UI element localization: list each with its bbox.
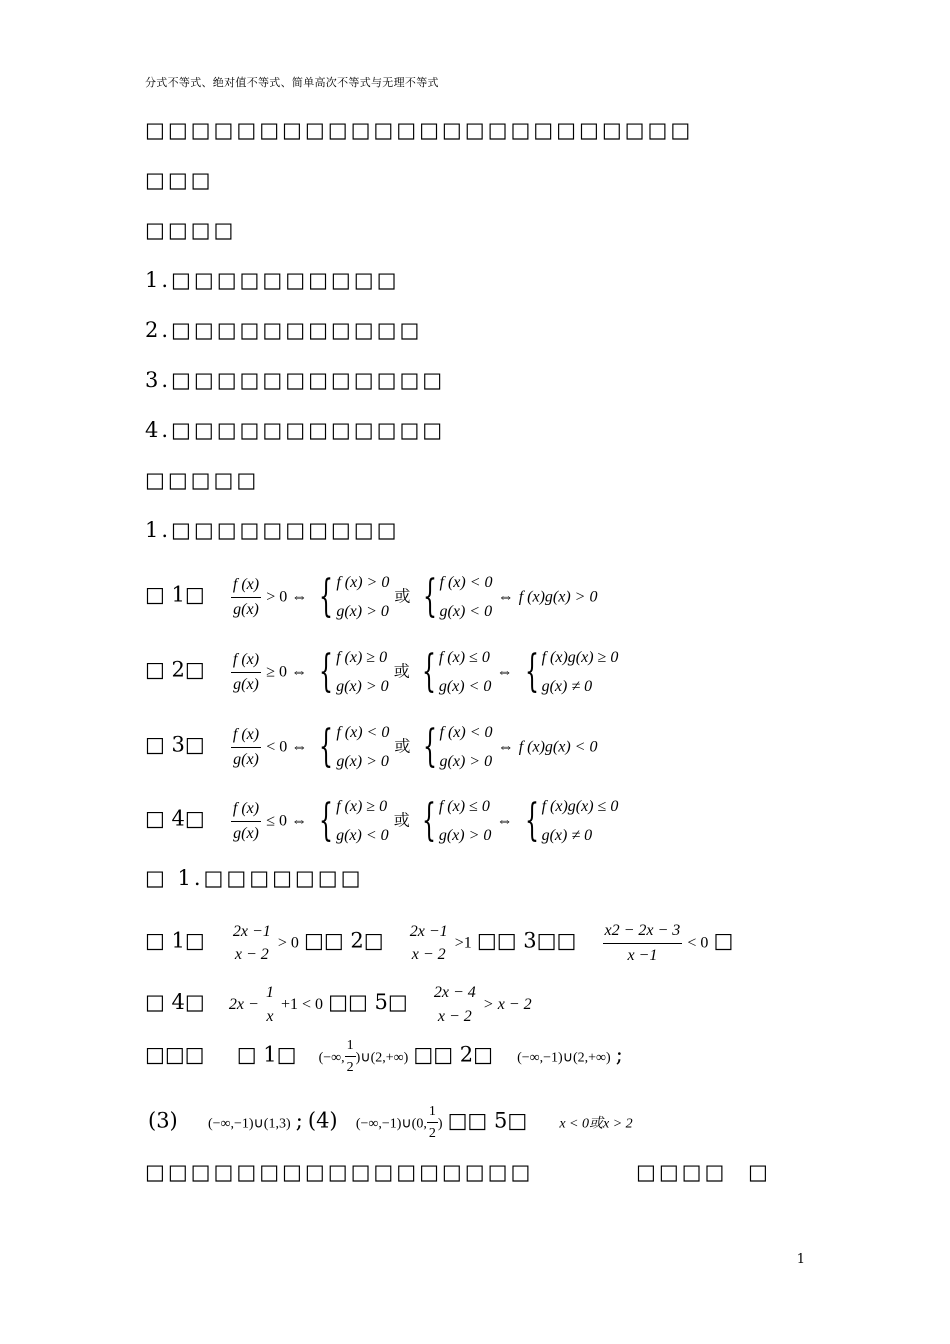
text-line: □□□□□□□□□□□□□□□□□ <box>145 1160 534 1184</box>
item-label: (4) <box>307 1108 338 1133</box>
text-fragment: □□□□ <box>636 1160 728 1184</box>
result: f (x)g(x) > 0 <box>518 588 598 606</box>
expression: 2x − <box>228 996 259 1014</box>
or-word: 或 <box>394 586 411 606</box>
case-row <box>145 643 618 701</box>
punctuation: ; <box>615 1042 623 1067</box>
interval: (−∞,−1)∪(0, <box>355 1116 427 1132</box>
interval: (−∞,−1)∪(1,3) <box>207 1116 291 1132</box>
system: { f (x) < 0 g(x) < 0 <box>422 571 493 622</box>
fraction: $\frac{x2 - 2x - 3}{x -1}$ <box>604 922 681 964</box>
relation: < 0 <box>687 934 709 952</box>
equivalence: ⇔ <box>496 663 513 681</box>
item-label: □□ 2□ <box>413 1042 493 1067</box>
or-word: 或 <box>393 661 410 681</box>
relation: > 0 <box>277 934 299 952</box>
fraction: $\frac{f (x)}{g(x)}$ <box>232 575 260 618</box>
fraction: $\frac{f (x)}{g(x)}$ <box>232 725 260 768</box>
list-item: 3.□□□□□□□□□□□□ <box>145 368 446 392</box>
fraction: $\frac{1}{2}$ <box>428 1104 436 1142</box>
answer-row <box>145 1038 623 1076</box>
result: f (x)g(x) < 0 <box>518 738 598 756</box>
or-word: 或 <box>393 810 410 830</box>
system: { f (x) < 0 g(x) > 0 <box>319 721 390 772</box>
item-label: □□ 5□ <box>447 1108 528 1133</box>
item-label: □ 1□ <box>145 928 205 953</box>
relation: ≤ 0 ⇔ <box>266 812 307 830</box>
interval: )∪(2,+∞) <box>355 1050 409 1066</box>
item-label: □ 1□ <box>236 1042 297 1067</box>
case-row <box>145 718 597 776</box>
page-number: 1 <box>796 1252 805 1267</box>
item-label: □□ 5□ <box>328 990 408 1015</box>
case-label: □ 2□ <box>145 657 205 682</box>
fraction: $\frac{f (x)}{g(x)}$ <box>232 650 260 693</box>
system: { f (x) > 0 g(x) > 0 <box>319 571 390 622</box>
solution-set: x < 0或x > 2 <box>559 1116 633 1132</box>
case-label: □ 4□ <box>145 806 205 831</box>
case-row <box>145 792 618 850</box>
case-label: □ 1□ <box>145 582 205 607</box>
fraction: 1 x <box>265 984 274 1025</box>
or-word: 或 <box>394 736 411 756</box>
example-title: □ 1.□□□□□□□ <box>145 866 364 890</box>
fraction: $\frac{1}{2}$ <box>346 1038 354 1076</box>
system: { f (x) ≥ 0 g(x) < 0 <box>319 795 389 846</box>
list-item: 2.□□□□□□□□□□□ <box>145 318 423 342</box>
result-system: { f (x)g(x) ≥ 0 g(x) ≠ 0 <box>524 646 619 697</box>
system: { f (x) ≤ 0 g(x) < 0 <box>421 646 492 697</box>
example-row <box>145 984 532 1025</box>
item-label: □□ 2□ <box>304 928 384 953</box>
equivalence: ⇔ <box>496 812 513 830</box>
equivalence: ⇔ <box>497 738 514 756</box>
list-item: 1.□□□□□□□□□□ <box>145 518 400 542</box>
system: { f (x) < 0 g(x) > 0 <box>422 721 493 772</box>
system: { f (x) ≤ 0 g(x) > 0 <box>421 795 492 846</box>
list-item: 1.□□□□□□□□□□ <box>145 268 400 292</box>
item-label: (3) <box>148 1108 178 1133</box>
relation: < 0 ⇔ <box>266 738 308 756</box>
fraction: 2x − 4 x − 2 <box>433 984 476 1025</box>
punctuation: ; <box>295 1108 303 1133</box>
section-heading: □□□□□ <box>145 468 260 492</box>
answer-row <box>148 1104 633 1142</box>
fraction: $\frac{f (x)}{g(x)}$ <box>232 799 260 842</box>
example-row <box>145 922 733 964</box>
system: { f (x) ≥ 0 g(x) > 0 <box>319 646 389 697</box>
punctuation: □ <box>713 928 734 953</box>
relation: > 0 ⇔ <box>266 588 308 606</box>
page-header: 分式不等式、绝对值不等式、简单高次不等式与无理不等式 <box>145 76 439 89</box>
section-heading: □□□□ <box>145 218 237 242</box>
text-line: □□□ <box>145 168 214 192</box>
title-line: □□□□□□□□□□□□□□□□□□□□□□□□ <box>145 118 694 142</box>
case-label: □ 3□ <box>145 732 205 757</box>
case-row <box>145 568 597 626</box>
interval: (−∞,−1)∪(2,+∞) <box>517 1050 611 1066</box>
text-fragment: □ <box>748 1160 771 1184</box>
relation: >1 <box>454 934 472 952</box>
interval: (−∞, <box>318 1050 345 1066</box>
relation: ≥ 0 ⇔ <box>266 663 307 681</box>
answer-label: □□□ <box>145 1042 205 1067</box>
equivalence: ⇔ <box>497 588 514 606</box>
relation: > x − 2 <box>482 996 532 1014</box>
item-label: □□ 3□□ <box>476 928 577 953</box>
fraction: 2x −1 x − 2 <box>409 922 448 964</box>
fraction: 2x −1 x − 2 <box>232 922 271 964</box>
expression: +1 < 0 <box>281 996 324 1014</box>
list-item: 4.□□□□□□□□□□□□ <box>145 418 446 442</box>
interval: ) <box>437 1116 443 1132</box>
item-label: □ 4□ <box>145 990 205 1015</box>
result-system: { f (x)g(x) ≤ 0 g(x) ≠ 0 <box>524 795 619 846</box>
